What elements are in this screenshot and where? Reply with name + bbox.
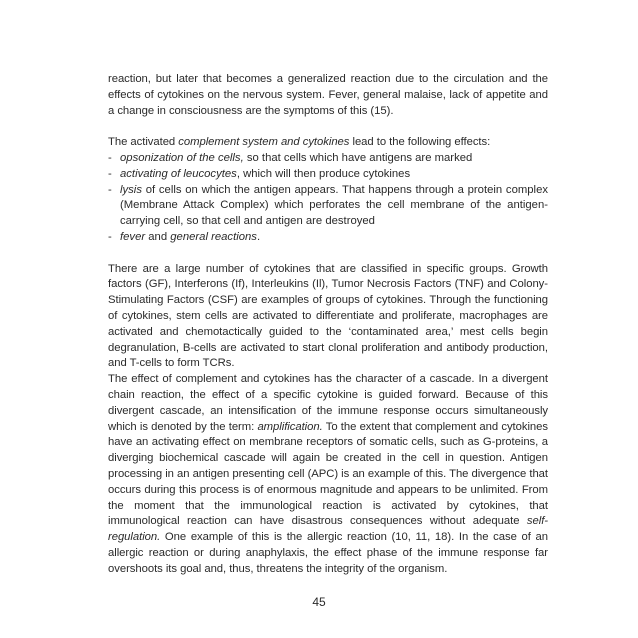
list-item [108, 183, 548, 230]
paragraph-3: There are a large number of cytokines that are classified in specific groups. Growth factors (GF), Interferons (If), Interleukins (Il), Tumor Necrosis Factors (TNF) and Colony-Stimulating Factors (CSF) are examples of groups of cytokines. Through the functioning of cytokines, stem cells are activated to differentiate and proliferate, macrophages are activated and chemotactically guided to the ‘contaminated area,’ mest cells begin degranulation, B-cells are activated to start clonal proliferation and antibody production, and T-cells to form TCRs. [108, 262, 548, 370]
list-dash: - [108, 230, 112, 243]
list-item-text: , which will then produce cytokines [236, 167, 411, 180]
list-item-text: and [145, 230, 171, 243]
paragraph-4-italic: self-regulation. [108, 515, 548, 544]
list-item-italic: fever [120, 230, 146, 243]
list-item-italic: opsonization of the cells, [120, 151, 244, 164]
spacer [108, 246, 548, 262]
list-dash: - [108, 151, 112, 164]
paragraph-2-italic: complement system and cytokines [178, 136, 350, 149]
list-dash: - [108, 167, 112, 180]
paragraph-1: reaction, but later that becomes a generalized reaction due to the circulation and the effects of cytokines on the nervous system. Fever, general malaise, lack of appetite and a change in consciousness are the symptoms of this (15). [108, 73, 548, 117]
paragraph-4-text: One example of this is the allergic reaction (10, 11, 18). In the case of an allergic reaction or during anaphylaxis, the effect phase of the immune response far overshoots its goal and, thus, threatens the integrity of the organism. [108, 531, 548, 575]
page-body [108, 72, 548, 578]
paragraph-2-before: The activated [108, 136, 179, 149]
paragraph-4-text: To the extent that complement and cytokines have an activating effect on membrane receptors of somatic cells, such as G-proteins, a diverging biochemical cascade will again be created in the cell in question. Antigen processing in an antigen presenting cell (APC) is an example of this. The divergence that occurs during this process is of enormous magnitude and appears to be unlimited. From the moment that the immunological reaction is activated by cytokines, that immunological reaction can have disastrous consequences without adequate [108, 420, 548, 528]
list-item-text: of cells on which the antigen appears. That happens through a protein complex (Membrane Attack Complex) which perforates the cell membrane of the antigen-carrying cell, so that cell and antigen are destroyed [120, 183, 548, 228]
list-item-italic: general reactions [170, 230, 257, 243]
list-item [108, 230, 548, 246]
paragraph-2 [108, 135, 548, 151]
list-item-italic: activating of leucocytes [120, 167, 237, 180]
paragraph-2-after: lead to the following effects: [349, 136, 491, 149]
effects-list [108, 151, 548, 246]
list-item [108, 167, 548, 183]
page-number: 45 [312, 595, 326, 609]
list-item [108, 151, 548, 167]
list-item-italic: lysis [120, 183, 142, 196]
list-item-text: so that cells which have antigens are marked [243, 151, 473, 164]
list-dash: - [108, 183, 112, 196]
spacer [108, 119, 548, 135]
paragraph-4-text: The effect of complement and cytokines has the character of a cascade. In a divergent chain reaction, the effect of a specific cytokine is guided forward. Because of this divergent cascade, an intensification of the immune response occurs simultaneously which is denoted by the term: [108, 373, 548, 433]
paragraph-4-italic: amplification. [257, 420, 323, 433]
paragraph-4 [108, 372, 548, 577]
list-item-text: . [256, 230, 261, 243]
